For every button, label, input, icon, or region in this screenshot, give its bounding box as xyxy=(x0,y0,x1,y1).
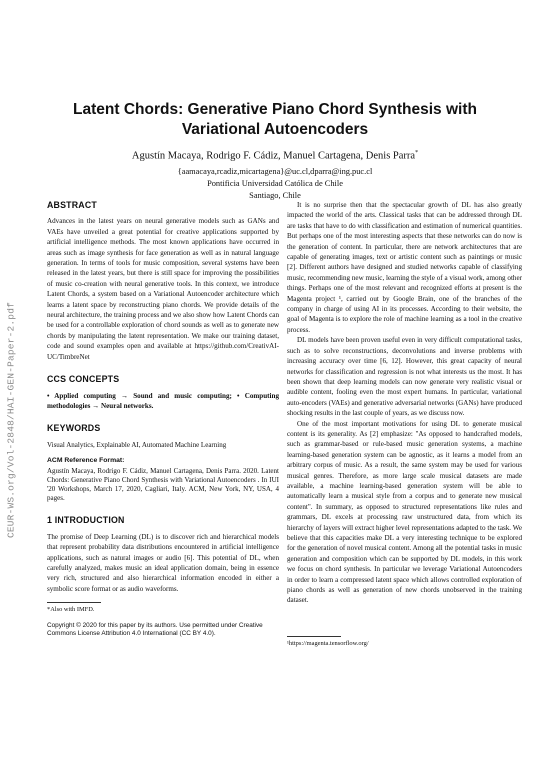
keywords-heading: KEYWORDS xyxy=(47,423,101,434)
introduction-heading: 1 INTRODUCTION xyxy=(47,515,125,526)
ceur-sidebar xyxy=(2,240,20,600)
ccs-text: • Applied computing → Sound and music computing; • Computing methodologies → Neural networks. xyxy=(47,391,279,410)
author-footnote-mark: * xyxy=(415,150,419,156)
right-column xyxy=(287,200,522,606)
abstract-heading: ABSTRACT xyxy=(47,200,97,210)
acm-reference-title: ACM Reference Format: xyxy=(47,457,125,465)
paper-title xyxy=(40,100,510,140)
introduction-text: The promise of Deep Learning (DL) is to discover rich and hierarchical models that represent probability data distributions encountered in artificial intelligence applications, such as natural images or audio [6]. This potential of DL, when carefully analyzed, makes music an ideal application domain, being in essence very rich, structured and also hierarchical information encoded in either a symbolic score format or as audio waveforms. xyxy=(47,532,279,593)
abstract-text: Advances in the latest years on neural generative models such as GANs and VAEs have unveiled a great potential for creative applications supported by artificial intelligence methods. The most known applications have occurred in areas such as image synthesis for face generation as well as in natural language generation. In terms of tools for music composition, several systems have been released in the latest years, but there is still space for improving the possibilities of music co-creation with neural generative tools. In this context, we introduce Latent Chords, a system based on a Variational Autoencoder architecture which learns a latent space by reconstructing piano chords. We provide details of the neural architecture, the training process and we also show how Latent Chords can be used for a controllable exploration of chord sounds as well as to generate new chords by manipulating the latent representation. We make our training dataset, code and sound examples open and available at https://github.com/CreativAI-UC/TimbreNet xyxy=(47,217,279,361)
copyright-notice: Copyright © 2020 for this paper by its authors. Use permitted under Creative Commons License Attribution 4.0 International (CC BY 4.0). xyxy=(47,622,263,638)
title-line-1: Latent Chords: Generative Piano Chord Synthesis with xyxy=(73,101,477,118)
keywords-text: Visual Analytics, Explainable AI, Automated Machine Learning xyxy=(47,440,227,449)
intro-paragraph-2: DL models have been proven useful even in very difficult computational tasks, such as to solve reconstructions, deconvolutions and inverse problems with increasing accuracy over time [6, 12]. However, this great capacity of neural networks for classification and regression is not what interests us the most. It has been shown that deep learning models can now generate very realistic visual or audible content, fooling even the most expert humans. In particular, variational auto-encoders (VAEs) and generative adversarial networks (GANs) have produced shocking results in the last couple of years, as we discuss now. xyxy=(287,336,522,418)
author-names: Agustín Macaya, Rodrigo F. Cádiz, Manuel Cartagena, Denis Parra xyxy=(131,150,416,162)
author-affiliation: Pontificia Universidad Católica de Chile xyxy=(207,179,343,188)
intro-paragraph-1: It is no surprise then that the spectacular growth of DL has also greatly impacted the world of the arts. Classical tasks that can be addressed through DL are tasks that have to do with classification and estimation of numerical quantities. But perhaps one of the most interesting aspects that these networks can do now is the generation of content. In particular, there are network architectures that are capable of generating images, text or artistic content such as paintings or music [2]. Different authors have designed and studied networks capable of classifying music, recommending new music, learning the style of a visual work, among other things. Perhaps one of the most relevant and recognized efforts at present is the Magenta project ¹, carried out by Google Brain, one of the branches of the company in charge of using AI in its processes. According to their website, the goal of Magenta is to explore the role of machine learning as a tool in the creative process. xyxy=(287,201,522,334)
left-column xyxy=(47,200,279,639)
right-footnote-rule xyxy=(287,636,341,637)
right-footnote-block xyxy=(287,628,522,648)
title-line-2: Variational Autoencoders xyxy=(181,121,369,138)
author-footnote: *Also with IMFD. xyxy=(47,606,95,614)
footnote-rule xyxy=(47,602,101,603)
author-list xyxy=(40,150,510,162)
magenta-footnote: ¹https://magenta.tensorflow.org/ xyxy=(287,640,369,647)
sidebar-paper-id: CEUR-WS.org/Vol-2848/HAI-GEN-Paper-2.pdf xyxy=(5,301,17,539)
intro-paragraph-3: One of the most important motivations for using DL to generate musical content is its generality. As [2] emphasize: "As opposed to handcrafted models, such as grammar-based or rule-based music generation systems, a machine learning-based generation system can be agnostic, as it learns a model from an arbitrary corpus of music. As a result, the same system may be used for various musical genres. Therefore, as more large scale musical datasets are made available, a machine learning-based generation system will be able to automatically learn a musical style from a corpus and to generate new musical content". In summary, as opposed to structured representations like rules and grammars, DL excels at processing raw unstructured data, from which its hierarchy of layers will extract higher level representations adapted to the task. We believe that this capacities make DL a very interesting technique to be explored for the generation of novel musical content. Among all the potential tasks in music generation and composition which can be supported by DL models, in this work we focus on chord synthesis. In particular we leverage Variational Autoencoders in order to learn a compressed latent space which allows controlled exploration of piano chords as well as generation of new chords unobserved in the training dataset. xyxy=(287,419,522,605)
author-city: Santiago, Chile xyxy=(249,191,301,200)
acm-reference-text: Agustín Macaya, Rodrigo F. Cádiz, Manuel Cartagena, Denis Parra. 2020. Latent Chords: Generative Piano Chord Synthesis with Variational Autoencoders . In IUI '20 Workshops, March 17, 2020, Cagliari, Italy. ACM, New York, NY, USA, 4 pages. xyxy=(47,466,279,503)
author-emails: {aamacaya,rcadiz,micartagena}@uc.cl,dparra@ing.puc.cl xyxy=(177,167,373,176)
ccs-heading: CCS CONCEPTS xyxy=(47,374,120,385)
